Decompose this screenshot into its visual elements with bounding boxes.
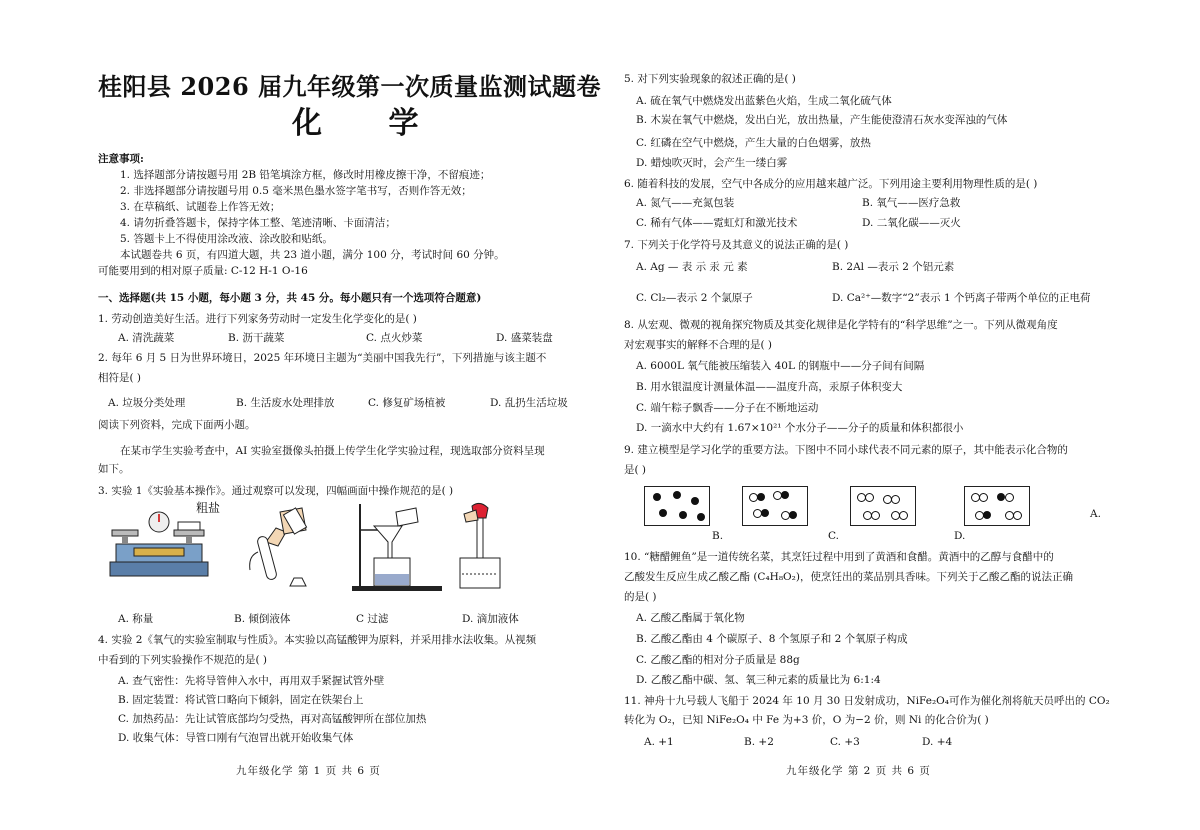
salt-label: 粗盐 [196, 501, 221, 515]
q10-stem-line2: 乙酸发生反应生成乙酸乙酯 (C₄H₈O₂)，使烹饪出的菜品别具香味。下列关于乙酸乙酯的说法正确 [624, 571, 1073, 583]
q1-option-d: D. 盛菜装盘 [496, 332, 553, 344]
q10-option-b: B. 乙酸乙酯由 4 个碳原子、8 个氢原子和 2 个氧原子构成 [636, 633, 908, 645]
q11-option-a: A. +1 [644, 736, 674, 748]
subject-title: 化 学 [292, 106, 447, 141]
q3-option-b: B. 倾倒液体 [234, 613, 291, 625]
notice-1: 1. 选择题部分请按题号用 2B 铅笔填涂方框，修改时用橡皮擦干净，不留痕迹； [120, 169, 491, 181]
pouring-illustration [236, 500, 326, 590]
q3-option-d: D. 滴加液体 [462, 613, 519, 625]
q5-option-c: C. 红磷在空气中燃烧，产生大量的白色烟雾，放热 [636, 137, 871, 149]
model-box-3 [850, 486, 916, 526]
q3-option-c: C 过滤 [356, 613, 389, 625]
q7-option-c: C. Cl₂—表示 2 个氯原子 [636, 292, 753, 304]
q10-stem-line1: 10. “糖醋鲤鱼”是一道传统名菜，其烹饪过程中用到了黄酒和食醋。黄酒中的乙醇与食醋中的 [624, 551, 1054, 563]
q1-option-b: B. 沥干蔬菜 [228, 332, 285, 344]
page-footer-1: 九年级化学 第 1 页 共 6 页 [236, 765, 381, 777]
q8-option-b: B. 用水银温度计测量体温——温度升高，汞原子体积变大 [636, 381, 903, 393]
q9-label-c: C. [828, 530, 839, 542]
q1-option-a: A. 清洗蔬菜 [118, 332, 175, 344]
q7-option-b: B. 2Al —表示 2 个铝元素 [832, 261, 955, 273]
q7-stem: 7. 下列关于化学符号及其意义的说法正确的是( ) [624, 239, 849, 251]
notice-2: 2. 非选择题部分请按题号用 0.5 毫米黑色墨水签字笔书写，否则作答无效； [120, 185, 472, 197]
q4-option-a: A. 查气密性：先将导管伸入水中，再用双手紧握试管外壁 [118, 675, 385, 687]
q11-stem-line1: 11. 神舟十九号载人飞船于 2024 年 10 月 30 日发射成功，NiFe₂O₄可作为催化剂将航天员呼出的 CO₂ [624, 695, 1110, 707]
dropper-illustration [456, 500, 516, 592]
q11-option-b: B. +2 [744, 736, 774, 748]
reading-instruction: 阅读下列资料，完成下面两小题。 [98, 419, 256, 431]
q9-stem-line1: 9. 建立模型是学习化学的重要方法。下图中不同小球代表不同元素的原子，其中能表示化合物的 [624, 444, 1068, 456]
material-line1: 在某市学生实验考查中，AI 实验室摄像头拍摄上传学生化学实验过程，现选取部分资料呈现 [120, 445, 545, 457]
q10-option-c: C. 乙酸乙酯的相对分子质量是 88g [636, 654, 800, 666]
q2-stem-line1: 2. 每年 6 月 5 日为世界环境日，2025 年环境日主题为“美丽中国我先行”，下列措施与该主题不 [98, 352, 547, 364]
q1-option-c: C. 点火炒菜 [366, 332, 423, 344]
filtration-illustration [348, 500, 448, 594]
q9-stem-line2: 是( ) [624, 464, 647, 476]
q11-option-c: C. +3 [830, 736, 860, 748]
q8-option-d: D. 一滴水中大约有 1.67×10²¹ 个水分子——分子的质量和体积都很小 [636, 422, 964, 434]
q5-option-d: D. 蜡烛吹灭时，会产生一缕白雾 [636, 157, 788, 169]
q2-stem-line2: 相符是( ) [98, 372, 142, 384]
q4-option-d: D. 收集气体：导管口刚有气泡冒出就开始收集气体 [118, 732, 354, 744]
model-box-4 [964, 486, 1030, 526]
atomic-masses: 可能要用到的相对原子质量: C-12 H-1 O-16 [98, 265, 308, 277]
q5-stem: 5. 对下列实验现象的叙述正确的是( ) [624, 73, 796, 85]
q3-option-a: A. 称量 [118, 613, 154, 625]
notice-3: 3. 在草稿纸、试题卷上作答无效； [120, 201, 281, 213]
q6-option-b: B. 氧气——医疗急救 [862, 197, 961, 209]
model-box-2 [742, 486, 808, 526]
q8-option-a: A. 6000L 氧气能被压缩装入 40L 的钢瓶中——分子间有间隔 [636, 360, 925, 372]
q2-option-d: D. 乱扔生活垃圾 [490, 397, 568, 409]
q9-label-a: A. [1090, 508, 1101, 520]
q6-option-d: D. 二氧化碳——灭火 [862, 217, 961, 229]
q10-option-d: D. 乙酸乙酯中碳、氢、氧三种元素的质量比为 6:1:4 [636, 674, 881, 686]
q1-stem: 1. 劳动创造美好生活。进行下列家务劳动时一定发生化学变化的是( ) [98, 313, 417, 325]
q4-stem-line2: 中看到的下列实验操作不规范的是( ) [98, 654, 268, 666]
q2-option-a: A. 垃圾分类处理 [108, 397, 186, 409]
q4-option-c: C. 加热药品：先让试管底部均匀受热，再对高锰酸钾所在部位加热 [118, 713, 427, 725]
q2-option-c: C. 修复矿场植被 [368, 397, 446, 409]
q8-stem-line1: 8. 从宏观、微观的视角探究物质及其变化规律是化学特有的“科学思维”之一。下列从微观角度 [624, 319, 1058, 331]
q3-stem: 3. 实验 1《实验基本操作》。通过观察可以发现，四幅画面中操作规范的是( ) [98, 485, 454, 497]
q8-option-c: C. 端午粽子飘香——分子在不断地运动 [636, 402, 819, 414]
section-1-heading: 一、选择题(共 15 小题，每小题 3 分，共 45 分。每小题只有一个选项符合题意) [98, 292, 482, 304]
exam-title: 桂阳县 2026 届九年级第一次质量监测试题卷 [98, 72, 602, 101]
q6-option-c: C. 稀有气体——霓虹灯和激光技术 [636, 217, 798, 229]
q9-label-b: B. [712, 530, 724, 542]
q5-option-a: A. 硫在氧气中燃烧发出蓝紫色火焰，生成二氧化硫气体 [636, 95, 892, 107]
q8-stem-line2: 对宏观事实的解释不合理的是( ) [624, 339, 773, 351]
notice-4: 4. 请勿折叠答题卡，保持字体工整、笔迹清晰、卡面清洁； [120, 217, 396, 229]
q4-stem-line1: 4. 实验 2《氧气的实验室制取与性质》。本实验以高锰酸钾为原料，并采用排水法收集。从视频 [98, 634, 537, 646]
q4-option-b: B. 固定装置：将试管口略向下倾斜，固定在铁架台上 [118, 694, 364, 706]
notice-heading: 注意事项: [98, 153, 144, 165]
q11-option-d: D. +4 [922, 736, 953, 748]
q10-stem-line3: 的是( ) [624, 591, 657, 603]
q10-option-a: A. 乙酸乙酯属于氧化物 [636, 612, 745, 624]
notice-5: 5. 答题卡上不得使用涂改液、涂改胶和贴纸。 [120, 233, 333, 245]
q7-option-a: A. Ag — 表 示 汞 元 素 [636, 261, 748, 273]
right-page [600, 0, 1180, 830]
q9-label-d: D. [954, 530, 966, 542]
notice-summary: 本试题卷共 6 页，有四道大题，共 23 道小题，满分 100 分，考试时间 60 分钟。 [120, 249, 505, 261]
q6-option-a: A. 氮气——充氮包装 [636, 197, 735, 209]
q6-stem: 6. 随着科技的发展，空气中各成分的应用越来越广泛。下列用途主要利用物理性质的是( ) [624, 178, 1038, 190]
q11-stem-line2: 转化为 O₂，已知 NiFe₂O₄ 中 Fe 为+3 价，O 为−2 价，则 Ni 的化合价为( ) [624, 714, 989, 726]
q7-option-d: D. Ca²⁺—数字“2”表示 1 个钙离子带两个单位的正电荷 [832, 292, 1091, 304]
q2-option-b: B. 生活废水处理排放 [236, 397, 335, 409]
model-box-1 [644, 486, 710, 526]
q5-option-b: B. 木炭在氧气中燃烧，发出白光，放出热量，产生能使澄清石灰水变浑浊的气体 [636, 114, 1008, 126]
page-footer-2: 九年级化学 第 2 页 共 6 页 [786, 765, 931, 777]
material-line2: 如下。 [98, 463, 130, 475]
